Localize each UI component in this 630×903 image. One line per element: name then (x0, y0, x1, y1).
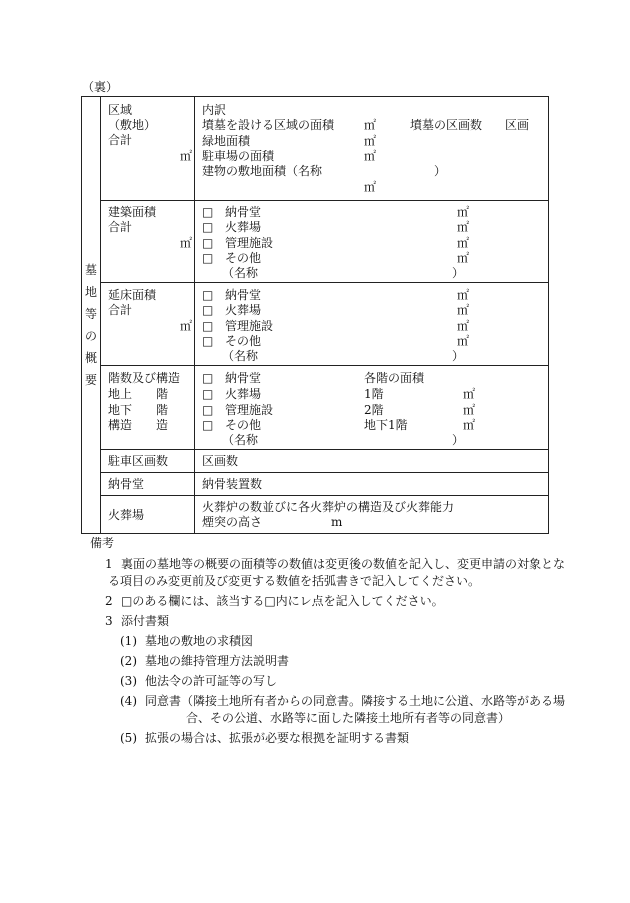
building-site-close: ） (434, 164, 447, 178)
ossuary-label: 納骨堂 (108, 477, 145, 491)
area-total-label: 合計 (108, 133, 133, 147)
note-text-cont: る項目のみ変更前及び変更する数値を括弧書きで記入してください。 (108, 574, 481, 588)
structure-label: 構造 造 (108, 418, 169, 432)
floor-line-label: 地下1階 (364, 418, 408, 432)
name-close: ） (452, 349, 465, 363)
area-label-sub: （敷地） (108, 118, 157, 132)
building-site-label: 建物の敷地面積（名称 (202, 164, 323, 178)
above-ground-label: 地上 階 (108, 387, 169, 401)
name-label: （名称 (222, 266, 259, 280)
floor-area-label: 延床面積 (108, 288, 157, 302)
grave-area-unit: ㎡ (364, 118, 377, 132)
checkbox[interactable]: □ (202, 205, 214, 219)
checkbox[interactable]: □ (202, 220, 214, 234)
name-close: ） (452, 266, 465, 280)
floor-line-unit: ㎡ (463, 387, 476, 401)
floor-area-total-unit: ㎡ (180, 319, 193, 333)
floor-area-total-label: 合計 (108, 303, 133, 317)
floor-line-label: 2階 (364, 403, 384, 417)
building-site-unit: ㎡ (364, 180, 377, 194)
parking-value: 区画数 (202, 454, 239, 468)
item-unit: ㎡ (457, 303, 470, 317)
item-label: 火葬場 (225, 303, 262, 317)
item-label: 納骨堂 (225, 288, 262, 302)
checkbox[interactable]: □ (202, 418, 214, 432)
attachment-text: 拡張の場合は、拡張が必要な根拠を証明する書類 (145, 731, 410, 745)
building-area-total-unit: ㎡ (180, 236, 193, 250)
crematorium-label: 火葬場 (108, 508, 145, 522)
attachment-number: (5) (120, 731, 137, 745)
grave-plot-count-label: 墳墓の区画数 (410, 118, 483, 132)
notes-title: 備考 (90, 536, 115, 550)
item-label: その他 (225, 418, 262, 432)
area-label: 区域 (108, 103, 133, 117)
checkbox[interactable]: □ (202, 319, 214, 333)
attachment-number: (1) (120, 634, 137, 648)
attachment-text: 他法令の許可証等の写し (145, 674, 278, 688)
floor-line-unit: ㎡ (463, 418, 476, 432)
checkbox[interactable]: □ (202, 288, 214, 302)
overview-table (81, 96, 549, 534)
note-number: 1 (105, 557, 113, 571)
note-text: 裏面の墓地等の概要の面積等の数値は変更後の数値を記入し、変更申請の対象とな (121, 557, 566, 571)
checkbox[interactable]: □ (202, 251, 214, 265)
parking-label: 駐車区画数 (108, 454, 169, 468)
page-label: （裏） (82, 80, 119, 94)
floor-area-title: 各階の面積 (364, 371, 425, 385)
area-total-unit: ㎡ (180, 149, 193, 163)
green-area-unit: ㎡ (364, 134, 377, 148)
chimney-height-unit: m (331, 515, 343, 529)
green-area-label: 緑地面積 (202, 134, 251, 148)
item-unit: ㎡ (457, 236, 470, 250)
building-area-label: 建築面積 (108, 205, 157, 219)
item-label: 管理施設 (225, 403, 274, 417)
below-ground-label: 地下 階 (108, 403, 169, 417)
floor-line-unit: ㎡ (463, 403, 476, 417)
item-label: 火葬場 (225, 387, 262, 401)
note-text: □のある欄には、該当する□内にレ点を記入してください。 (121, 594, 444, 608)
item-label: 火葬場 (225, 220, 262, 234)
name-close: ） (452, 433, 465, 447)
note-text: 添付書類 (121, 614, 170, 628)
side-title-char: 要 (84, 373, 97, 387)
item-label: その他 (225, 251, 262, 265)
side-title-char: の (84, 329, 97, 343)
floors-label: 階数及び構造 (108, 371, 181, 385)
side-title-char: 地 (84, 285, 97, 299)
item-label: 納骨堂 (225, 371, 262, 385)
checkbox[interactable]: □ (202, 303, 214, 317)
checkbox[interactable]: □ (202, 403, 214, 417)
item-unit: ㎡ (457, 319, 470, 333)
parking-area-unit: ㎡ (364, 149, 377, 163)
breakdown-title: 内訳 (202, 103, 227, 117)
crematorium-line1: 火葬炉の数並びに各火葬炉の構造及び火葬能力 (202, 500, 455, 514)
note-number: 2 (105, 594, 113, 608)
name-label: （名称 (222, 433, 259, 447)
grave-area-label: 墳墓を設ける区域の面積 (202, 118, 335, 132)
item-unit: ㎡ (457, 334, 470, 348)
name-label: （名称 (222, 349, 259, 363)
attachment-text: 墓地の維持管理方法説明書 (145, 654, 290, 668)
item-label: その他 (225, 334, 262, 348)
item-unit: ㎡ (457, 220, 470, 234)
attachment-text: 墓地の敷地の求積図 (145, 634, 254, 648)
item-label: 管理施設 (225, 319, 274, 333)
item-label: 管理施設 (225, 236, 274, 250)
side-title-char: 概 (84, 351, 97, 365)
side-title-char: 墓 (84, 263, 97, 277)
floor-line-label: 1階 (364, 387, 384, 401)
attachment-text-cont: 合、その公道、水路等に面した隣接土地所有者等の同意書） (186, 711, 511, 725)
building-area-total-label: 合計 (108, 220, 133, 234)
item-unit: ㎡ (457, 288, 470, 302)
item-unit: ㎡ (457, 251, 470, 265)
grave-plot-count-unit: 区画 (505, 118, 530, 132)
checkbox[interactable]: □ (202, 334, 214, 348)
item-unit: ㎡ (457, 205, 470, 219)
chimney-height-label: 煙突の高さ (202, 515, 263, 529)
parking-area-label: 駐車場の面積 (202, 149, 275, 163)
ossuary-value: 納骨装置数 (202, 477, 263, 491)
attachment-text: 同意書（隣接土地所有者からの同意書。隣接する土地に公道、水路等がある場 (145, 694, 566, 708)
note-number: 3 (105, 614, 113, 628)
side-title-char: 等 (84, 307, 97, 321)
attachment-number: (2) (120, 654, 137, 668)
item-label: 納骨堂 (225, 205, 262, 219)
checkbox[interactable]: □ (202, 387, 214, 401)
checkbox[interactable]: □ (202, 371, 214, 385)
attachment-number: (4) (120, 694, 137, 708)
attachment-number: (3) (120, 674, 137, 688)
checkbox[interactable]: □ (202, 236, 214, 250)
